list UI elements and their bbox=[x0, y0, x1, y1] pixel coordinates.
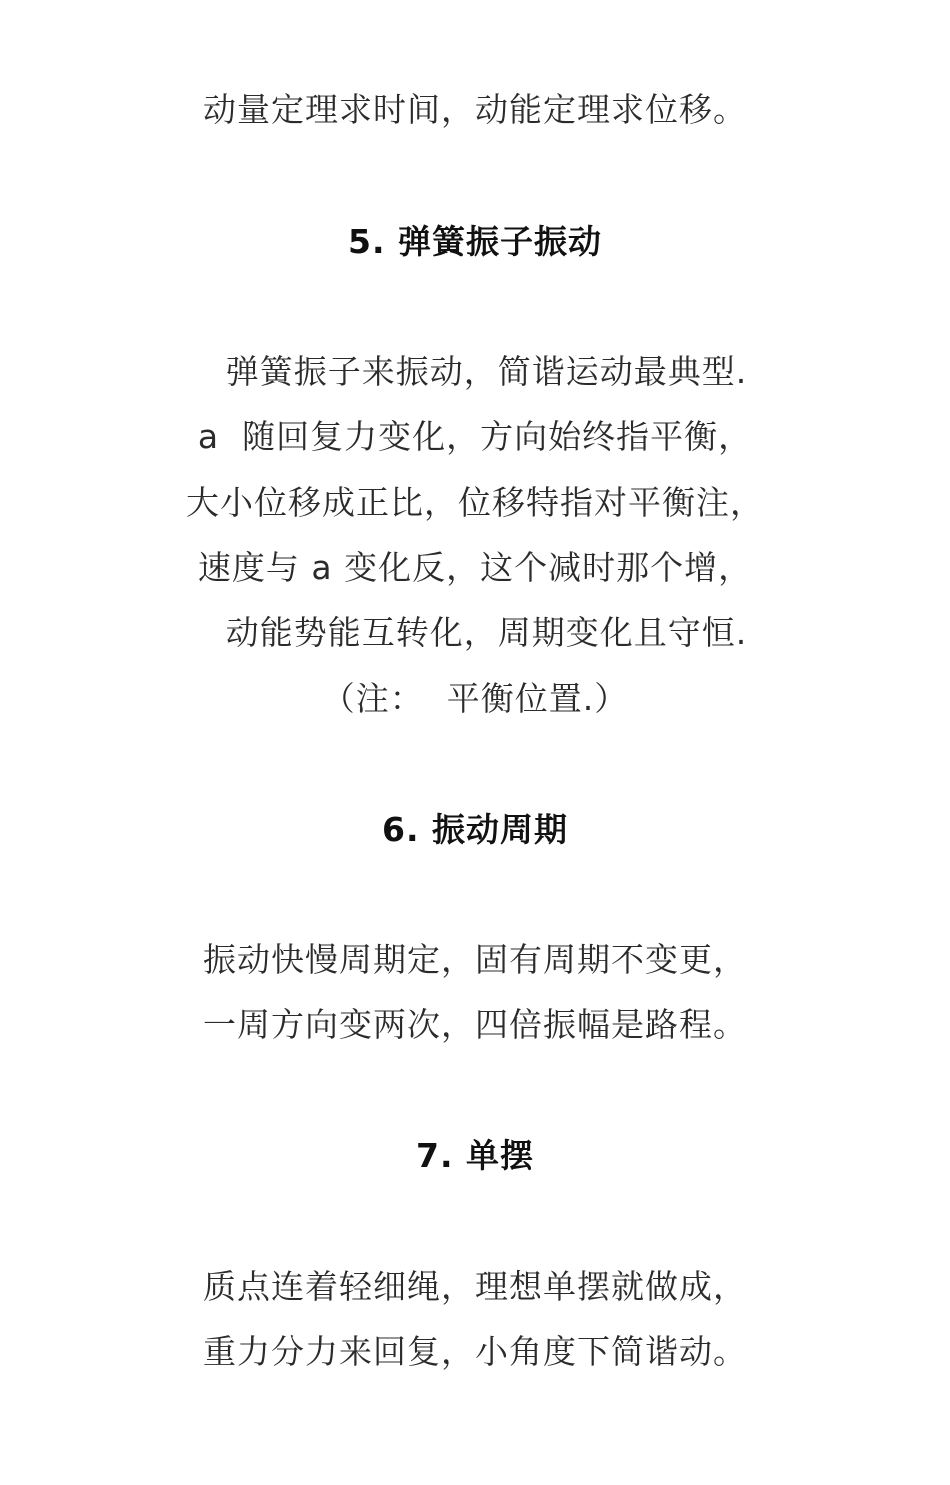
section-7-line-2: 重力分力来回复，小角度下简谐动。 bbox=[203, 1332, 747, 1371]
section-6-heading: 6. 振动周期 bbox=[382, 810, 568, 849]
section-5-line-3: 大小位移成正比，位移特指对平衡注， bbox=[186, 483, 764, 522]
section-5-line-2: a 随回复力变化，方向始终指平衡， bbox=[197, 417, 753, 456]
section-5-line-5: 动能势能互转化，周期变化且守恒. bbox=[202, 613, 748, 652]
intro-line: 动量定理求时间，动能定理求位移。 bbox=[203, 90, 747, 129]
section-6-line-2: 一周方向变两次，四倍振幅是路程。 bbox=[203, 1005, 747, 1044]
section-5-heading: 5. 弹簧振子振动 bbox=[348, 222, 602, 261]
section-7-heading: 7. 单摆 bbox=[416, 1136, 534, 1175]
section-6-line-1: 振动快慢周期定，固有周期不变更， bbox=[203, 940, 747, 979]
section-7-line-1: 质点连着轻细绳，理想单摆就做成， bbox=[203, 1267, 747, 1306]
section-5-line-1: 弹簧振子来振动，简谐运动最典型. bbox=[202, 352, 748, 391]
section-5-note: （注： 平衡位置.） bbox=[321, 679, 629, 718]
section-5-line-4: 速度与 a 变化反，这个减时那个增， bbox=[197, 548, 753, 587]
